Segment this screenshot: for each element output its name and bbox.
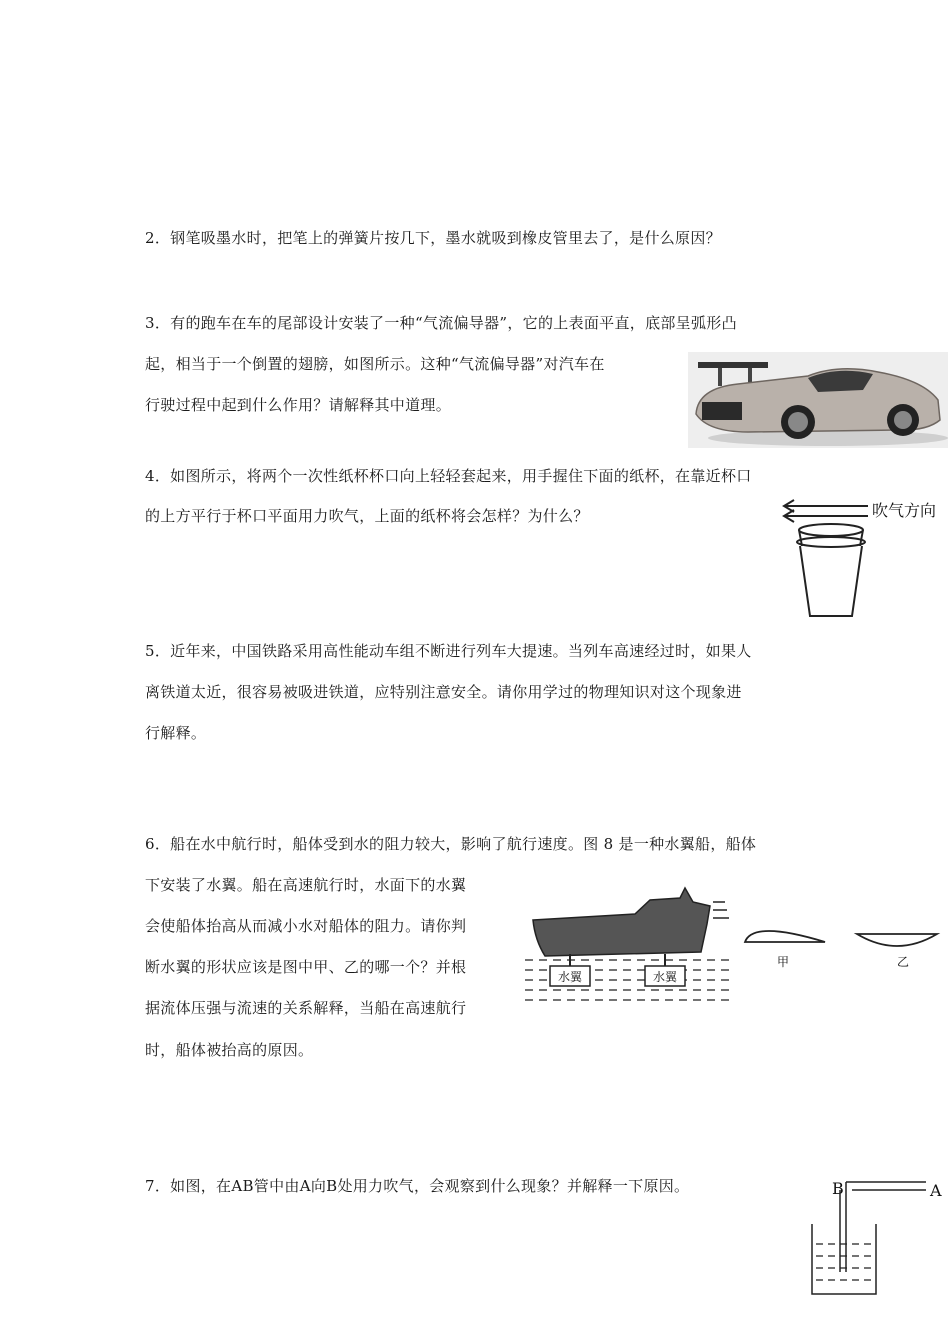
question-5-line-2: 离铁道太近，很容易被吸进铁道，应特别注意安全。请你用学过的物理知识对这个现象进 <box>145 683 742 701</box>
question-7: 7．如图，在AB管中由A向B处用力吹气，会观察到什么现象？并解释一下原因。 <box>145 1177 690 1195</box>
tube-label-a: A <box>930 1181 942 1200</box>
question-4-line-1: 4．如图所示，将两个一次性纸杯杯口向上轻轻套起来，用手握住下面的纸杯，在靠近杯口 <box>145 467 752 485</box>
hydrofoil-label-2: 水翼 <box>652 970 678 984</box>
question-5-line-1: 5．近年来，中国铁路采用高性能动车组不断进行列车大提速。当列车高速经过时，如果人 <box>145 642 752 660</box>
question-3-line-1: 3．有的跑车在车的尾部设计安装了一种“气流偏导器”，它的上表面平直，底部呈弧形凸 <box>145 314 737 332</box>
paper-cups-figure <box>776 496 948 624</box>
question-6-line-5: 据流体压强与流速的关系解释，当船在高速航行 <box>145 999 467 1017</box>
question-4-line-2: 的上方平行于杯口平面用力吹气，上面的纸杯将会怎样？为什么？ <box>145 507 589 525</box>
question-3-line-3: 行驶过程中起到什么作用？请解释其中道理。 <box>145 396 452 414</box>
question-3-line-2: 起，相当于一个倒置的翅膀，如图所示。这种“气流偏导器”对汽车在 <box>145 355 605 373</box>
hydrofoil-label-1: 水翼 <box>557 970 583 984</box>
question-2: 2．钢笔吸墨水时，把笔上的弹簧片按几下，墨水就吸到橡皮管里去了，是什么原因？ <box>145 229 721 247</box>
foil-shape-jia <box>745 931 825 942</box>
hydrofoil-figure <box>525 880 945 1008</box>
ab-tube-figure <box>810 1176 948 1300</box>
question-6-line-6: 时，船体被抬高的原因。 <box>145 1041 314 1059</box>
question-6-line-3: 会使船体抬高从而减小水对船体的阻力。请你判 <box>145 917 467 935</box>
question-6-line-1: 6．船在水中航行时，船体受到水的阻力较大，影响了航行速度。图 8 是一种水翼船，船体 <box>145 835 757 853</box>
tube-label-b: B <box>832 1179 844 1198</box>
foil-label-yi: 乙 <box>896 955 910 969</box>
foil-label-jia: 甲 <box>776 955 790 969</box>
question-5-line-3: 行解释。 <box>145 724 207 742</box>
beaker <box>812 1224 876 1294</box>
question-6-line-4: 断水翼的形状应该是图中甲、乙的哪一个？并根 <box>145 958 467 976</box>
blow-direction-label: 吹气方向 <box>872 501 937 520</box>
spoiler <box>698 362 768 368</box>
boat-hull <box>533 888 710 956</box>
sports-car-figure <box>688 352 948 448</box>
foil-shape-yi <box>857 934 937 946</box>
question-6-line-2: 下安装了水翼。船在高速航行时，水面下的水翼 <box>145 876 467 894</box>
